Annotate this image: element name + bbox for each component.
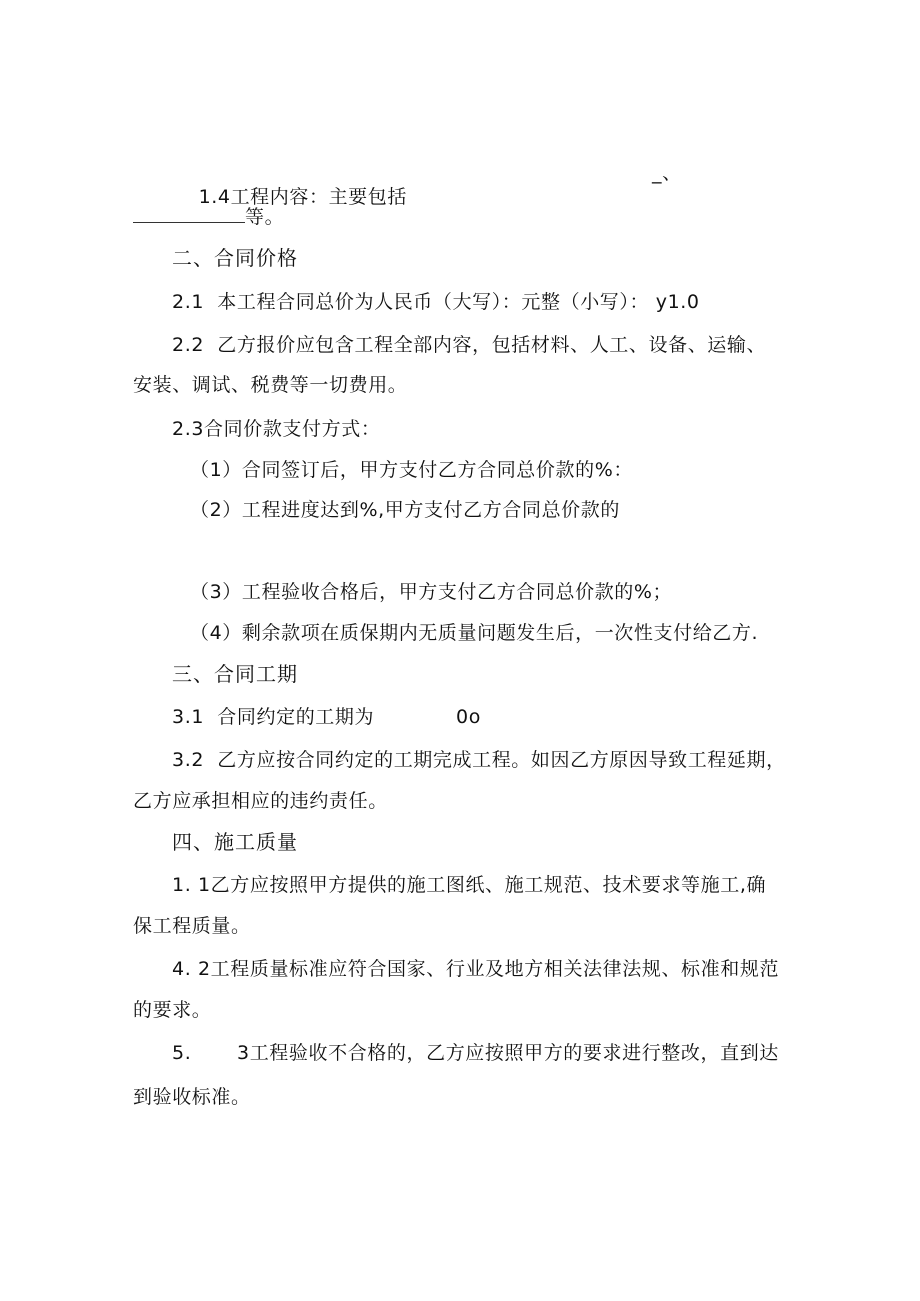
- clause-2-2-line2: 安装、调试、税费等一切费用。: [133, 374, 408, 396]
- clause-4-1-line1: 1. 1乙方应按照甲方提供的施工图纸、施工规范、技术要求等施工,确: [172, 874, 767, 896]
- section-heading-period: 三、合同工期: [172, 662, 298, 686]
- clause-1-4-tail: _、: [652, 162, 682, 184]
- clause-3-1: 3.1 合同约定的工期为: [172, 706, 375, 728]
- clause-3-2-line2: 乙方应承担相应的违约责任。: [133, 790, 388, 812]
- clause-2-2-line1: 2.2 乙方报价应包含工程全部内容，包括材料、人工、设备、运输、: [172, 334, 767, 356]
- payment-item-4: （4）剩余款项在质保期内无质量问题发生后，一次性支付给乙方.: [190, 622, 759, 644]
- clause-2-3: 2.3合同价款支付方式：: [172, 418, 381, 440]
- clause-2-1: 2.1 本工程合同总价为人民币（大写）：元整（小写）： y1.0: [172, 291, 700, 313]
- clause-4-3-number: 5.: [172, 1042, 192, 1064]
- blank-underline: [133, 206, 245, 223]
- section-heading-quality: 四、施工质量: [172, 830, 298, 854]
- clause-4-1-line2: 保工程质量。: [133, 915, 251, 937]
- payment-item-1: （1）合同签订后，甲方支付乙方合同总价款的%：: [190, 459, 633, 481]
- clause-4-2-line1: 4. 2工程质量标准应符合国家、行业及地方相关法律法规、标准和规范: [172, 958, 780, 980]
- clause-3-2-line1: 3.2 乙方应按合同约定的工期完成工程。如因乙方原因导致工程延期，: [172, 749, 786, 771]
- payment-item-2: （2）工程进度达到%,甲方支付乙方合同总价款的: [190, 499, 620, 521]
- clause-4-3-line2: 到验收标准。: [133, 1086, 251, 1108]
- clause-4-3-line1: 3工程验收不合格的，乙方应按照甲方的要求进行整改，直到达: [237, 1042, 779, 1064]
- clause-1-4-continuation: [133, 205, 284, 229]
- section-heading-price: 二、合同价格: [172, 246, 298, 270]
- clause-1-4-text: 1.4工程内容：主要包括: [198, 186, 407, 208]
- clause-1-4-cont-text: 等。: [245, 206, 285, 228]
- clause-3-1-value: 0o: [456, 706, 481, 728]
- clause-4-2-line2: 的要求。: [133, 999, 212, 1021]
- payment-item-3: （3）工程验收合格后，甲方支付乙方合同总价款的%；: [190, 581, 673, 603]
